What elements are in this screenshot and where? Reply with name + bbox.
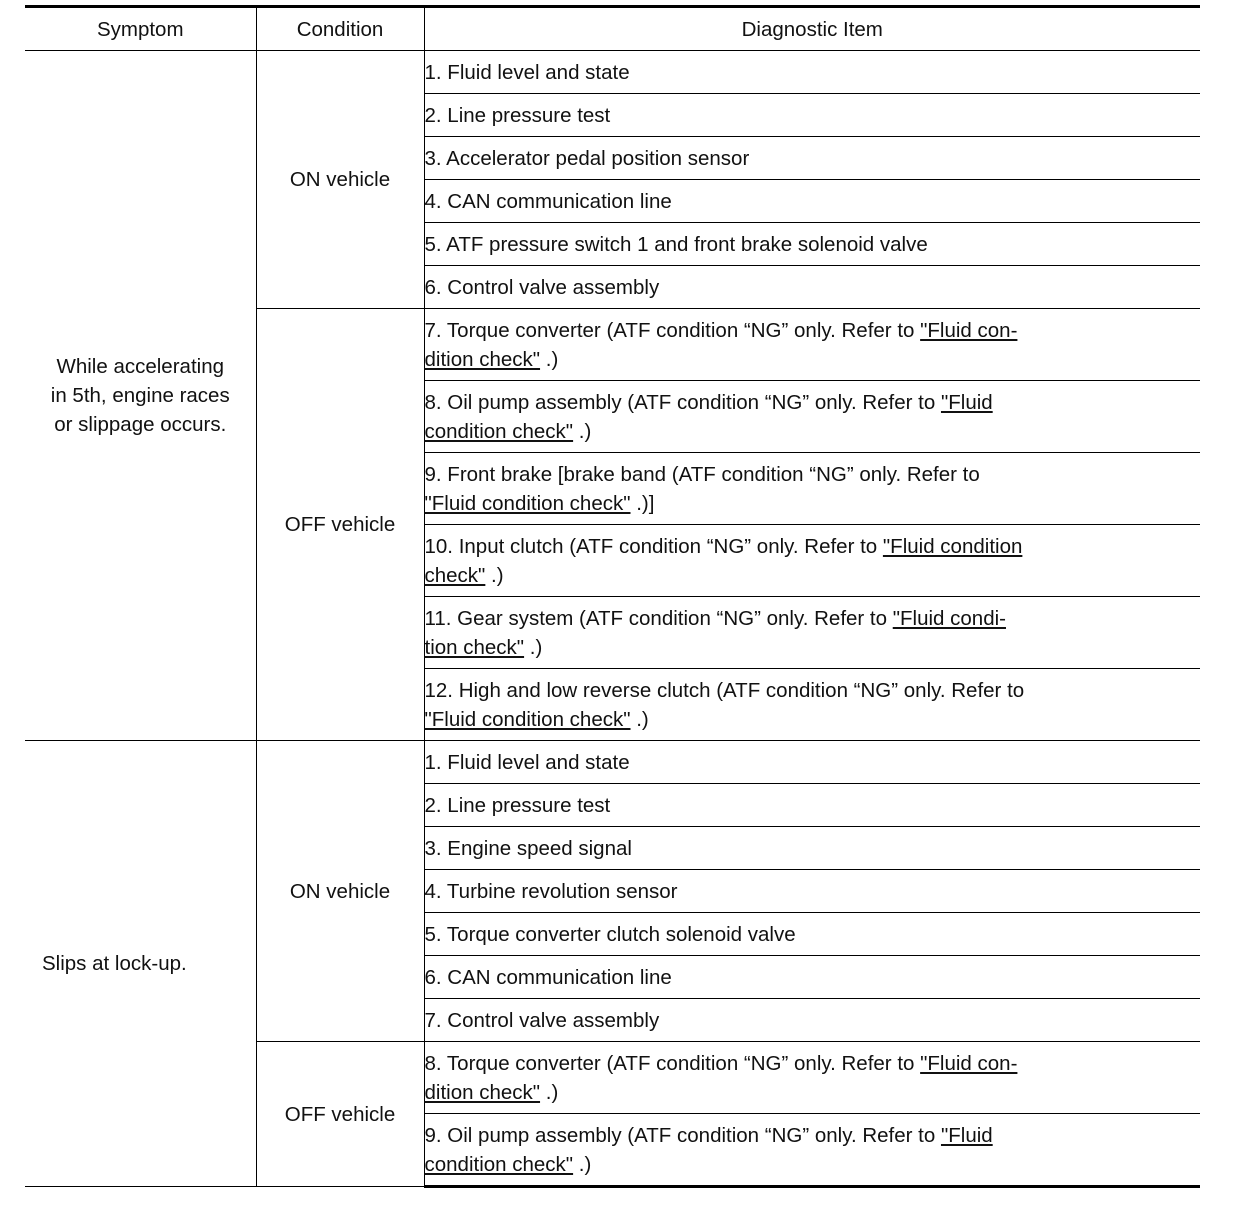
fluid-condition-check-link[interactable]: dition check" [424, 1080, 541, 1104]
diagnostic-item: 4. CAN communication line [424, 180, 1200, 223]
item-text: 12. High and low reverse clutch (ATF condition “NG” only. Refer to [424, 678, 1025, 702]
fluid-condition-check-link[interactable]: condition check" [424, 1152, 574, 1176]
symptom-cell [25, 741, 256, 1187]
diagnostic-item [424, 525, 1200, 597]
fluid-condition-check-link[interactable]: check" [424, 563, 486, 587]
item-text: 11. Gear system (ATF condition “NG” only. Refer to [424, 606, 893, 630]
item-text: 10. Input clutch (ATF condition “NG” only. Refer to [424, 534, 883, 558]
table-row [25, 741, 1200, 784]
diagnostic-item [424, 309, 1200, 381]
diagnostic-item: 6. CAN communication line [424, 956, 1200, 999]
diagnostic-item [424, 381, 1200, 453]
diagnostic-item [424, 1042, 1200, 1114]
diagnostic-item: 6. Control valve assembly [424, 266, 1200, 309]
item-text: 8. Oil pump assembly (ATF condition “NG” only. Refer to [424, 390, 941, 414]
diagnostic-item: 4. Turbine revolution sensor [424, 870, 1200, 913]
symptom-line: Slips at lock-up. [42, 952, 187, 975]
symptom-line: or slippage occurs. [54, 413, 227, 436]
item-text: 7. Torque converter (ATF condition “NG” only. Refer to [424, 318, 921, 342]
condition-header: Condition [256, 7, 424, 51]
item-text: .) [540, 1080, 559, 1104]
item-text: 9. Oil pump assembly (ATF condition “NG” only. Refer to [424, 1123, 941, 1147]
item-text: .) [540, 347, 559, 371]
item-text: .) [485, 563, 504, 587]
table-row [25, 51, 1200, 94]
diagnostic-item: 2. Line pressure test [424, 784, 1200, 827]
fluid-condition-check-link[interactable]: "Fluid [940, 1123, 993, 1147]
fluid-condition-check-link[interactable]: "Fluid con- [920, 1051, 1018, 1075]
symptom-line: While accelerating [56, 355, 224, 378]
diagnostic-item [424, 669, 1200, 741]
item-text: .)] [630, 491, 655, 515]
diagnostic-table [25, 5, 1200, 1188]
diagnostic-item: 5. ATF pressure switch 1 and front brake solenoid valve [424, 223, 1200, 266]
diagnostic-item: 1. Fluid level and state [424, 741, 1200, 784]
fluid-condition-check-link[interactable]: "Fluid con- [920, 318, 1018, 342]
fluid-condition-check-link[interactable]: tion check" [424, 635, 525, 659]
fluid-condition-check-link[interactable]: "Fluid condi- [892, 606, 1006, 630]
item-text: .) [573, 419, 592, 443]
symptom-header: Symptom [25, 7, 256, 51]
fluid-condition-check-link[interactable]: dition check" [424, 347, 541, 371]
header-row [25, 7, 1200, 51]
condition-cell: OFF vehicle [256, 309, 424, 741]
diagnostic-item: 5. Torque converter clutch solenoid valve [424, 913, 1200, 956]
symptom-cell [25, 51, 256, 741]
table-body [25, 51, 1200, 1187]
diagnostic-item: 7. Control valve assembly [424, 999, 1200, 1042]
condition-cell: ON vehicle [256, 741, 424, 1042]
item-text: 9. Front brake [brake band (ATF condition “NG” only. Refer to [424, 462, 980, 486]
fluid-condition-check-link[interactable]: condition check" [424, 419, 574, 443]
condition-cell: ON vehicle [256, 51, 424, 309]
fluid-condition-check-link[interactable]: "Fluid [940, 390, 993, 414]
diagnostic-item: 3. Accelerator pedal position sensor [424, 137, 1200, 180]
item-text: .) [573, 1152, 592, 1176]
condition-cell: OFF vehicle [256, 1042, 424, 1187]
diagnostic-item [424, 597, 1200, 669]
diagnostic-item [424, 453, 1200, 525]
fluid-condition-check-link[interactable]: "Fluid condition [882, 534, 1023, 558]
fluid-condition-check-link[interactable]: "Fluid condition check" [424, 491, 631, 515]
diagnostic-header: Diagnostic Item [424, 7, 1200, 51]
item-text: .) [524, 635, 543, 659]
diagnostic-item: 3. Engine speed signal [424, 827, 1200, 870]
item-text: 8. Torque converter (ATF condition “NG” only. Refer to [424, 1051, 921, 1075]
diagnostic-item [424, 1114, 1200, 1187]
symptom-line: in 5th, engine races [50, 384, 230, 407]
diagnostic-item: 2. Line pressure test [424, 94, 1200, 137]
item-text: .) [630, 707, 649, 731]
diagnostic-item: 1. Fluid level and state [424, 51, 1200, 94]
fluid-condition-check-link[interactable]: "Fluid condition check" [424, 707, 631, 731]
